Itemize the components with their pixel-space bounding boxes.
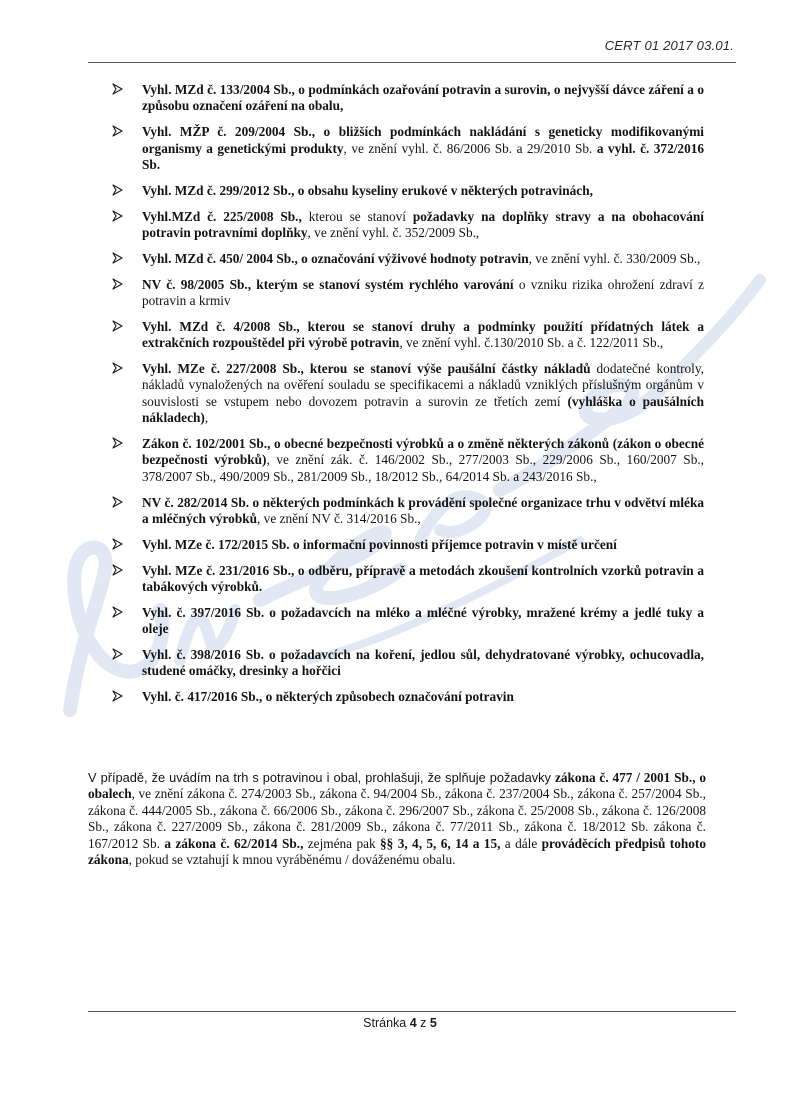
- item-text-segment: NV č. 282/2014 Sb. o některých podmínkách k provádění společné organizace trhu v odvětví mléka a mléčných výrobků: [142, 494, 704, 527]
- item-text-segment: Vyhl. MŽP č. 209/2004 Sb., o bližších podmínkách nakládání s geneticky modifikovanými organismy a genetickými produkty: [142, 124, 704, 156]
- legislation-item: [108, 124, 704, 173]
- item-text-segment: , ve znění NV č. 314/2016 Sb.,: [257, 511, 421, 527]
- item-text-segment: , ve znění vyhl. č. 352/2009 Sb.,: [307, 225, 480, 241]
- legislation-item: [108, 647, 704, 680]
- paragraph-text-segment: , ve znění zákona č. 274/2003 Sb., zákona č. 94/2004 Sb., zákona č. 237/2004 Sb., zákona č. 257/2004 Sb., zákona č. 444/2005 Sb., zákona č. 66/2006 Sb., zákona č. 296/2007 Sb., zákona č. 25/2008 Sb., zákona č. 126/2008 Sb., zákona č. 227/2009 Sb., zákona č. 281/2009 Sb., zákona č. 77/2011 Sb., zákona č. 18/2012 Sb. zákona č. 167/2012 Sb.: [88, 786, 706, 851]
- item-text-segment: Vyhl. č. 398/2016 Sb. o požadavcích na koření, jedlou sůl, dehydratované výrobky, ochucovadla, studené omáčky, dresinky a hořčici: [142, 647, 704, 679]
- arrow-bullet-icon: [112, 538, 123, 550]
- arrow-bullet-icon: [112, 496, 123, 508]
- paragraph-text-segment: §§ 3, 4, 5, 6, 14 a 15,: [380, 835, 501, 851]
- legislation-item: [108, 537, 704, 553]
- paragraph-text-segment: , pokud se vztahují k mnou vyráběnému / dováženému obalu.: [128, 852, 456, 868]
- legislation-item: [108, 82, 704, 115]
- legislation-item: [108, 605, 704, 638]
- paragraph-text-segment: zákona č. 477 / 2001 Sb., o obalech: [88, 770, 706, 802]
- current-page: 4: [409, 1016, 417, 1030]
- item-text-segment: o vzniku rizika ohrožení zdraví z potravin a krmiv: [142, 276, 704, 309]
- packaging-declaration-paragraph: [88, 770, 706, 868]
- arrow-bullet-icon: [112, 648, 123, 660]
- item-text-segment: ,: [204, 410, 209, 426]
- item-text-segment: a vyhl. č. 372/2016 Sb.: [142, 140, 705, 173]
- item-text-segment: , ve znění zák. č. 146/2002 Sb., 277/2003 Sb., 229/2006 Sb., 160/2007 Sb., 378/2007 Sb., 490/2009 Sb., 281/2009 Sb., 18/2012 Sb., 64/2014 Sb. a 243/2016 Sb.,: [142, 452, 704, 484]
- paragraph-text-segment: V případě, že uvádím na trh s potravinou i obal, prohlašuji, že splňuje požadavky: [88, 770, 555, 785]
- legislation-item: [108, 251, 704, 267]
- arrow-bullet-icon: [112, 320, 123, 332]
- item-text-segment: , ve znění vyhl. č. 330/2009 Sb.,: [528, 250, 701, 266]
- item-text-segment: dodatečné kontroly, nákladů vynaložených na ověření souladu se specifikacemi a nákladů vzniklých příslušným orgánům v souvislosti se vstupem nebo dovozem potravin a surovin ze třetích zemí: [142, 361, 704, 409]
- item-text-segment: Vyhl. MZd č. 450/ 2004 Sb., o označování výživové hodnoty potravin: [142, 250, 529, 266]
- paragraph-text-segment: prováděcích předpisů tohoto zákona: [88, 835, 707, 868]
- arrow-bullet-icon: [112, 252, 123, 264]
- item-text-segment: kterou se stanoví: [301, 208, 413, 224]
- arrow-bullet-icon: [112, 125, 123, 137]
- item-text-segment: NV č. 98/2005 Sb., kterým se stanoví systém rychlého varování: [142, 276, 514, 292]
- legislation-item: [108, 689, 704, 705]
- legislation-item: [108, 495, 704, 528]
- paragraph-text-segment: a zákona č. 62/2014 Sb.,: [164, 835, 304, 851]
- footer-divider: [88, 1011, 736, 1012]
- item-text-segment: Vyhl. MZd č. 299/2012 Sb., o obsahu kyseliny erukové v některých potravinách,: [142, 182, 593, 198]
- item-text-segment: , ve znění vyhl. č. 86/2006 Sb. a 29/2010 Sb.: [343, 140, 597, 156]
- legislation-item: [108, 563, 704, 596]
- legislation-item: [108, 209, 704, 242]
- legislation-item: [108, 277, 704, 310]
- item-text-segment: požadavky na doplňky stravy a na obohacování potravin potravními doplňky: [142, 208, 704, 241]
- legislation-item: [108, 361, 704, 427]
- item-text-segment: Zákon č. 102/2001 Sb., o obecné bezpečnosti výrobků a o změně některých zákonů (zákon o obecné bezpečnosti výrobků): [142, 436, 704, 468]
- arrow-bullet-icon: [112, 690, 123, 702]
- page-label: Stránka: [363, 1016, 410, 1030]
- document-code: CERT 01 2017 03.01.: [604, 38, 734, 53]
- item-text-segment: (vyhláška o paušálních nákladech): [142, 393, 704, 426]
- total-pages: 5: [429, 1016, 437, 1030]
- paragraph-text-segment: a dále: [500, 835, 542, 851]
- item-text-segment: Vyhl. č. 417/2016 Sb., o některých způsobech označování potravin: [142, 689, 514, 705]
- arrow-bullet-icon: [112, 210, 123, 222]
- legislation-item: [108, 183, 704, 199]
- arrow-bullet-icon: [112, 278, 123, 290]
- item-text-segment: Vyhl. MZe č. 231/2016 Sb., o odběru, přípravě a metodách zkoušení kontrolních vzorků potravin a tabákových výrobků.: [142, 562, 704, 595]
- arrow-bullet-icon: [112, 362, 123, 374]
- arrow-bullet-icon: [112, 184, 123, 196]
- arrow-bullet-icon: [112, 437, 123, 449]
- page-number: [0, 1016, 800, 1030]
- item-text-segment: Vyhl. MZe č. 227/2008 Sb., kterou se stanoví výše paušální částky nákladů: [142, 361, 591, 377]
- arrow-bullet-icon: [112, 606, 123, 618]
- item-text-segment: Vyhl. č. 397/2016 Sb. o požadavcích na mléko a mléčné výrobky, mražené krémy a jedlé tuky a oleje: [142, 604, 704, 637]
- page-separator: z: [416, 1016, 430, 1030]
- item-text-segment: Vyhl. MZd č. 4/2008 Sb., kterou se stanoví druhy a podmínky použití přídatných látek a extrakčních rozpouštědel při výrobě potravin: [142, 318, 704, 351]
- legislation-item: [108, 436, 704, 485]
- legislation-list: [108, 82, 704, 715]
- item-text-segment: Vyhl. MZe č. 172/2015 Sb. o informační povinnosti příjemce potravin v místě určení: [142, 536, 617, 552]
- item-text-segment: Vyhl.MZd č. 225/2008 Sb.,: [142, 208, 302, 224]
- item-text-segment: , ve znění vyhl. č.130/2010 Sb. a č. 122/2011 Sb.,: [399, 335, 664, 351]
- legislation-item: [108, 319, 704, 352]
- paragraph-text-segment: zejména pak: [303, 835, 381, 851]
- arrow-bullet-icon: [112, 83, 123, 95]
- item-text-segment: Vyhl. MZd č. 133/2004 Sb., o podmínkách ozařování potravin a surovin, o nejvyšší dávce záření a o způsobu označení ozáření na obalu,: [142, 82, 704, 114]
- arrow-bullet-icon: [112, 564, 123, 576]
- header-divider: [88, 62, 736, 63]
